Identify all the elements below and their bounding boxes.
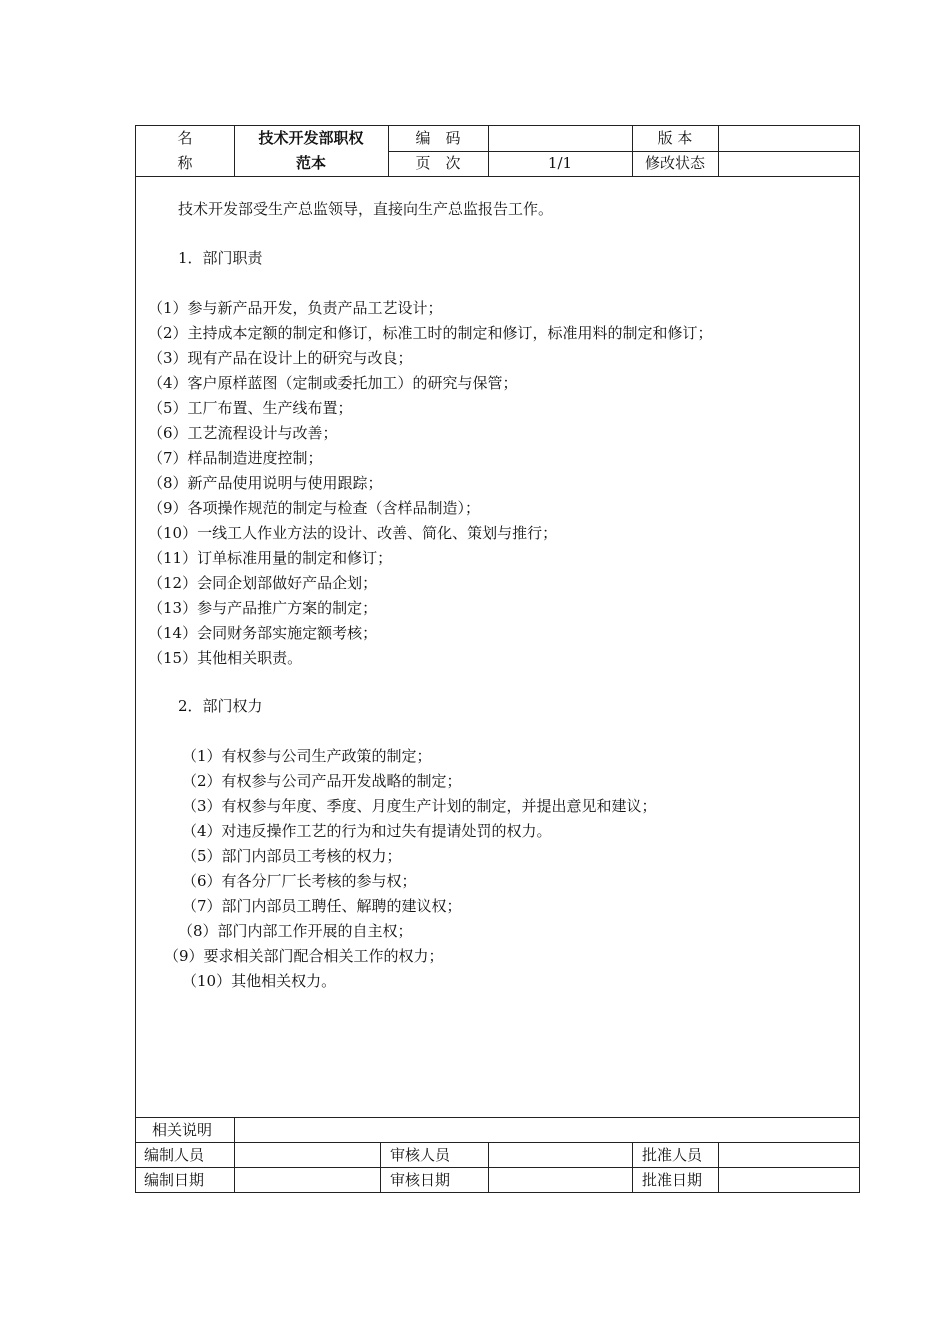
- list-item: （3）现有产品在设计上的研究与改良；: [148, 349, 413, 367]
- list-item: （9）要求相关部门配合相关工作的权力；: [164, 947, 444, 965]
- intro-paragraph: 技术开发部受生产总监领导，直接向生产总监报告工作。: [178, 200, 554, 218]
- list-item: （13）参与产品推广方案的制定；: [148, 599, 378, 617]
- list-item: （12）会同企划部做好产品企划；: [148, 574, 378, 592]
- footer-col-divider: [380, 1142, 381, 1193]
- list-item: （8）部门内部工作开展的自主权；: [178, 922, 413, 940]
- reviewed-date-label: 审核日期: [390, 1171, 451, 1189]
- list-item: （3）有权参与年度、季度、月度生产计划的制定，并提出意见和建议；: [182, 797, 657, 815]
- list-item: （8）新产品使用说明与使用跟踪；: [148, 474, 383, 492]
- page-value: 1/1: [547, 154, 573, 172]
- list-item: （14）会同财务部实施定额考核；: [148, 624, 378, 642]
- list-item: （10）一线工人作业方法的设计、改善、简化、策划与推行；: [148, 524, 558, 542]
- list-item: （10）其他相关权力。: [182, 972, 337, 990]
- approved-by-label: 批准人员: [642, 1146, 703, 1164]
- list-item: （2）有权参与公司产品开发战略的制定；: [182, 772, 462, 790]
- document-frame: [135, 125, 860, 1193]
- list-item: （9）各项操作规范的制定与检查（含样品制造）；: [148, 499, 481, 517]
- list-item: （7）部门内部员工聘任、解聘的建议权；: [182, 897, 462, 915]
- list-item: （4）对违反操作工艺的行为和过失有提请处罚的权力。: [182, 822, 552, 840]
- list-item: （11）订单标准用量的制定和修订；: [148, 549, 393, 567]
- footer-top-border: [136, 1117, 860, 1118]
- list-item: （1）有权参与公司生产政策的制定；: [182, 747, 432, 765]
- list-item: （15）其他相关职责。: [148, 649, 303, 667]
- footer-col-divider: [488, 1142, 489, 1193]
- list-item: （7）样品制造进度控制；: [148, 449, 323, 467]
- prepared-date-label: 编制日期: [144, 1171, 205, 1189]
- list-item: （6）有各分厂厂长考核的参与权；: [182, 872, 417, 890]
- notes-label: 相关说明: [152, 1121, 213, 1139]
- header-col-divider: [718, 126, 719, 176]
- doc-title-line2: 范本: [295, 154, 326, 172]
- prepared-by-label: 编制人员: [144, 1146, 205, 1164]
- footer-divider: [136, 1167, 860, 1168]
- code-label: 编 码: [415, 129, 461, 147]
- name-label-line1: 名: [177, 129, 193, 147]
- section2-title: 2．部门权力: [178, 697, 263, 715]
- list-item: （5）部门内部员工考核的权力；: [182, 847, 402, 865]
- footer-col-divider: [718, 1142, 719, 1193]
- list-item: （6）工艺流程设计与改善；: [148, 424, 338, 442]
- list-item: （1）参与新产品开发，负责产品工艺设计；: [148, 299, 443, 317]
- list-item: （4）客户原样蓝图（定制或委托加工）的研究与保管；: [148, 374, 518, 392]
- footer-col-divider: [234, 1117, 235, 1193]
- list-item: （2）主持成本定额的制定和修订，标准工时的制定和修订，标准用料的制定和修订；: [148, 324, 713, 342]
- header-bottom-border: [136, 176, 860, 177]
- doc-title-line1: 技术开发部职权: [258, 129, 364, 147]
- version-label: 版 本: [657, 129, 693, 147]
- name-label-line2: 称: [177, 154, 193, 172]
- approved-date-label: 批准日期: [642, 1171, 703, 1189]
- page-label: 页 次: [415, 154, 461, 172]
- footer-col-divider: [632, 1142, 633, 1193]
- section1-title: 1．部门职责: [178, 249, 263, 267]
- footer-divider: [136, 1142, 860, 1143]
- reviewed-by-label: 审核人员: [390, 1146, 451, 1164]
- revision-label: 修改状态: [644, 154, 705, 172]
- list-item: （5）工厂布置、生产线布置；: [148, 399, 353, 417]
